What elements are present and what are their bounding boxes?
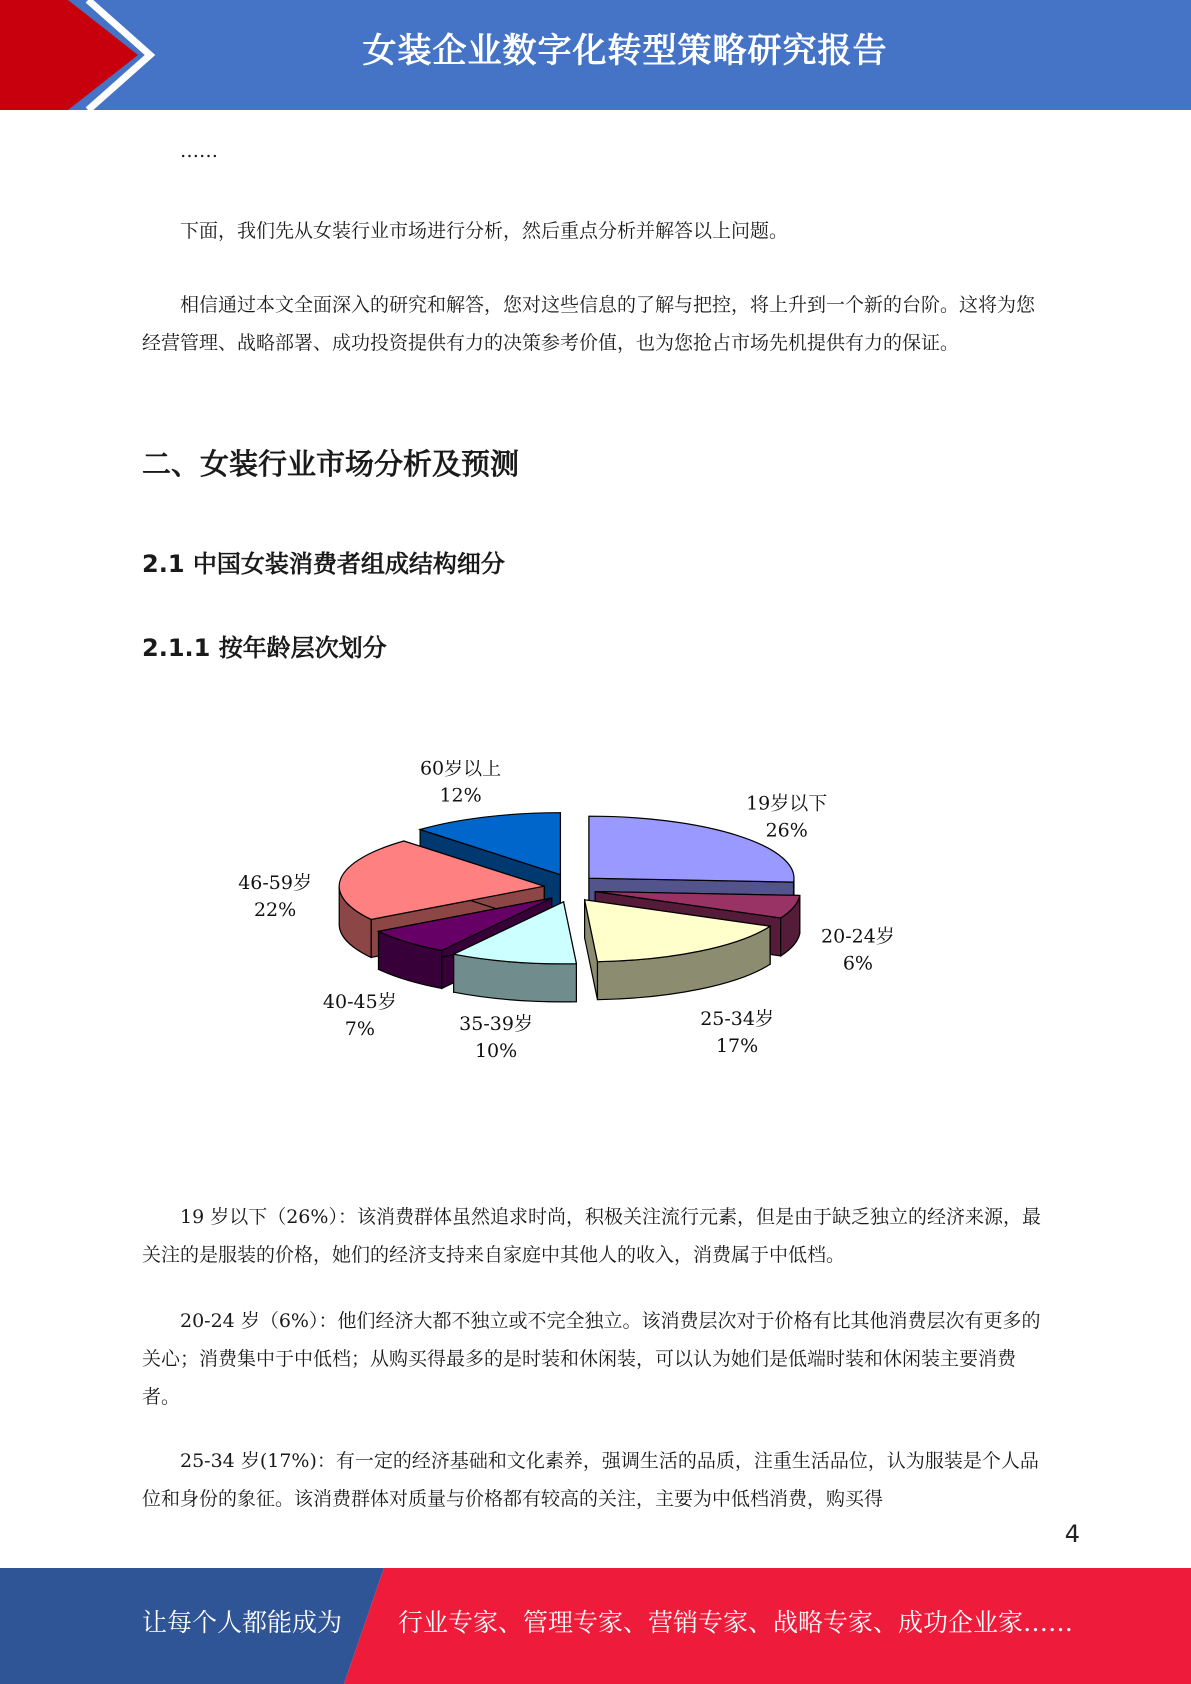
ellipsis-text: ……	[180, 140, 218, 162]
pie-label: 35-39岁	[459, 1013, 533, 1035]
pie-label: 25-34岁	[700, 1007, 774, 1030]
analysis-paragraph-1: 19 岁以下（26%）：该消费群体虽然追求时尚，积极关注流行元素，但是由于缺乏独立的经济来源，最关注的是服装的价格，她们的经济支持来自家庭中其他人的收入，消费属于中低档。	[142, 1206, 1041, 1266]
header-arrow-graphic	[0, 0, 160, 110]
pie-value-label: 22%	[253, 899, 297, 922]
pie-value-label: 17%	[715, 1034, 759, 1057]
pie-slice-top	[589, 816, 794, 882]
age-pie-chart-svg	[220, 760, 920, 1080]
pie-value-label: 12%	[439, 784, 482, 807]
footer-slogan-right: 行业专家、管理专家、营销专家、战略专家、成功企业家……	[398, 1608, 1074, 1637]
page-number: 4	[1064, 1520, 1080, 1548]
subsubsection-heading: 2.1.1 按年龄层次划分	[142, 634, 387, 662]
page-header	[0, 0, 1191, 110]
report-title: 女装企业数字化转型策略研究报告	[362, 31, 888, 71]
pie-value-label: 7%	[344, 1017, 375, 1040]
pie-value-label: 26%	[765, 819, 808, 842]
subsection-heading: 2.1 中国女装消费者组成结构细分	[142, 550, 505, 578]
pie-value-label: 10%	[474, 1040, 518, 1062]
pie-label: 20-24岁	[821, 925, 895, 948]
footer-slogan-left: 让每个人都能成为	[142, 1608, 343, 1637]
section-heading: 二、女装行业市场分析及预测	[142, 447, 520, 481]
pie-label: 19岁以下	[746, 792, 828, 815]
analysis-paragraph-2: 20-24 岁（6%）：他们经济大都不独立或不完全独立。该消费层次对于价格有比其他消费层次有更多的关心；消费集中于中低档；从购买得最多的是时装和休闲装，可以认为她们是低端时装和休闲装主要消费者。	[142, 1310, 1041, 1408]
pie-label: 46-59岁	[238, 872, 312, 895]
analysis-paragraph-3: 25-34 岁(17%)：有一定的经济基础和文化素养，强调生活的品质，注重生活品位，认为服装是个人品位和身份的象征。该消费群体对质量与价格都有较高的关注，主要为中低档消费，购买得	[142, 1450, 1039, 1510]
age-pie-chart	[220, 760, 920, 1080]
intro-paragraph-1: 下面，我们先从女装行业市场进行分析，然后重点分析并解答以上问题。	[180, 220, 789, 242]
pie-label: 40-45岁	[322, 990, 397, 1013]
intro-paragraph-2: 相信通过本文全面深入的研究和解答，您对这些信息的了解与把控，将上升到一个新的台阶。这将为您经营管理、战略部署、成功投资提供有力的决策参考价值，也为您抢占市场先机提供有力的保证。	[142, 294, 1036, 354]
pie-label: 60岁以上	[419, 760, 502, 780]
pie-value-label: 6%	[842, 952, 873, 975]
page-footer	[0, 1568, 1191, 1684]
